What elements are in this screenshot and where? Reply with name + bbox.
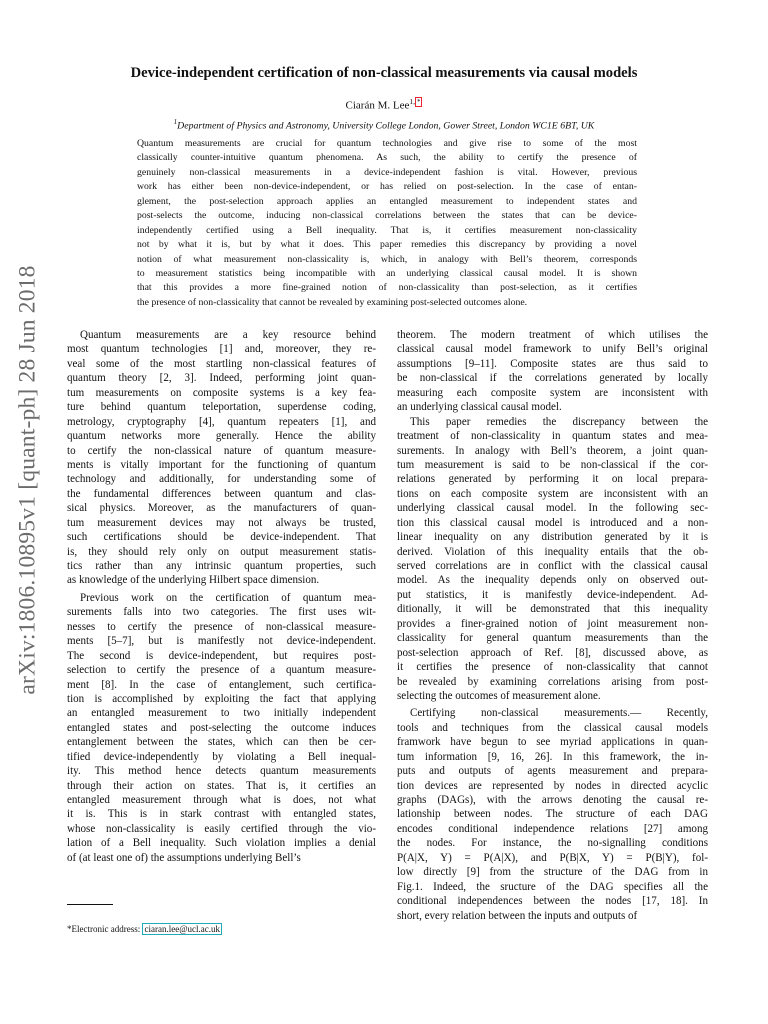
text-line: sical physics. Moreover, as the manufacturers of quan-: [67, 502, 376, 515]
text-line: treatment of non-classicality in quantum states and mea-: [397, 430, 708, 443]
affiliation-mark: 1: [173, 118, 178, 126]
text-line: glement, the post-selection approach applies an entangled measurement to independent states and: [137, 195, 637, 207]
text-line: Quantum measurements are a key resource behind: [80, 329, 376, 341]
paragraph: [67, 328, 376, 588]
text-line: veal some of the most startling non-classical features of: [67, 357, 376, 370]
arxiv-sidebar-stamp: [8, 265, 48, 695]
text-line: ditionally, it will be demonstrated that this inequality: [397, 603, 708, 616]
text-line: most quantum technologies [1] and, moreover, they re-: [67, 343, 376, 356]
text-line: it is. This is in stark contrast with entangled states,: [67, 808, 376, 821]
text-line: such certifications should be device-independent. That: [67, 531, 376, 544]
text-line: served correlations are in conflict with the classical causal: [397, 560, 708, 572]
text-line: tum measurement devices may not always be trusted,: [67, 516, 376, 529]
author-line: [0, 97, 768, 112]
affiliation-text: Department of Physics and Astronomy, University College London, Gower Street, London WC1E 6BT, UK: [177, 120, 595, 132]
text-line: to measurement statistics being incompatible with an underlying classical causal model. It is shown: [137, 267, 637, 279]
text-line: Previous work on the certification of quantum mea-: [80, 591, 376, 604]
text-line: surements falls into two categories. The first uses wit-: [67, 606, 376, 619]
text-line: tics rather than any intrinsic quantum properties, such: [67, 560, 376, 572]
author-name: Ciarán M. Lee: [345, 99, 410, 112]
arxiv-identifier: arXiv:1806.10895v1 [quant-ph] 28 Jun 2018: [14, 265, 41, 695]
text-line: graphs (DAGs), with the arrows denoting the causal re-: [397, 794, 708, 806]
text-line: an underlying classical causal model.: [397, 401, 562, 414]
text-line: tified device-independently by violating a Bell inequal-: [67, 750, 376, 763]
text-line: tum information [9, 16, 26]. In this framework, the in-: [397, 750, 708, 763]
text-line: model. As the inequality depends only on observed out-: [397, 574, 708, 587]
text-line: selection to certify the presence of a quantum measure-: [67, 664, 376, 677]
text-line: selecting the outcomes of measurement alone.: [397, 689, 601, 702]
affiliation-line: [0, 118, 768, 131]
text-line: puts and outputs of agents measurement and prepara-: [397, 765, 708, 778]
text-line: lationship between nodes. The structure of each DAG: [397, 808, 708, 821]
text-line: classicality for general quantum measurements than the: [397, 632, 708, 645]
text-line: underlying classical causal model. In the following sec-: [397, 502, 708, 515]
text-line: ture behind quantum teleportation, superdense coding,: [67, 401, 376, 414]
text-line: framwork have begun to see myriad applications in quan-: [397, 736, 708, 749]
text-line: The second is device-independent, but requires post-: [67, 649, 376, 662]
text-line: be revealed by examining correlations arising from post-: [397, 675, 708, 688]
text-line: short, every relation between the inputs and outputs of: [397, 909, 638, 922]
paragraph: [397, 415, 708, 704]
text-line: be non-classical if the correlations generated by locally: [397, 372, 708, 385]
text-line: tum measurement is said to be non-classical if the cor-: [397, 458, 708, 471]
text-line: the fundamental differences between quantum and clas-: [67, 487, 376, 500]
text-line: This paper remedies the discrepancy between the: [410, 415, 708, 428]
text-line: tion devices are represented by nodes in directed acyclic: [397, 779, 708, 792]
text-line: independently certified using a Bell inequality. That is, it certifies measurement non-classicality: [137, 224, 637, 236]
text-line: entangled states and post-selecting the outcome induces: [67, 721, 376, 734]
text-line: relations generated by performing it on local prepara-: [397, 473, 708, 486]
footnote-label: *Electronic address:: [67, 924, 143, 934]
text-line: tion this classical causal model is introduced and a non-: [397, 516, 708, 529]
text-line: to certify the non-classical nature of quantum measure-: [67, 444, 376, 457]
text-line: nesses to certify the presence of non-classical measure-: [67, 620, 376, 633]
text-line: put statistics, it is manifestly device-independent. Ad-: [397, 588, 708, 601]
text-line: conditional independences between the nodes [17, 18]. In: [397, 895, 708, 908]
text-line: post-selects the outcome, inducing non-classical correlations between the states that can be device-: [137, 210, 637, 222]
text-line: quantum networks more generally. Hence the ability: [67, 430, 376, 443]
text-line: whose non-classicality is easily certified through the vio-: [67, 822, 376, 835]
text-line: encodes conditional independence relations [27] among: [397, 822, 708, 835]
text-line: not by what it is, but by what it does. This paper remedies this discrepancy by providing a novel: [137, 239, 637, 251]
text-line: genuinely non-classical measurements in a device-independent fashion is vital. However, previous: [137, 166, 637, 178]
text-line: work has either been non-device-independent, or has relied on post-selection. In the case of entan-: [137, 181, 637, 193]
paragraph: [397, 706, 708, 923]
text-line: metrology, cryptography [4], quantum repeaters [1], and: [67, 415, 376, 428]
text-line: an entangled measurement to two initially independent: [67, 707, 376, 720]
left-column: [67, 328, 376, 865]
footnote-rule: [67, 904, 113, 905]
email-link[interactable]: ciaran.lee@ucl.ac.uk: [144, 924, 220, 934]
text-line: is, they should rely only on output measurement statis-: [67, 545, 376, 558]
text-line: ments [5–7], but is manifestly not device-independent.: [67, 635, 376, 648]
paragraph: [397, 328, 708, 415]
text-line: derived. Violation of this inequality entails that the ob-: [397, 545, 708, 558]
paragraph: [67, 591, 376, 865]
text-line: lation of a Bell inequality. Such violation implies a denial: [67, 837, 376, 850]
text-line: P(A|X, Y) = P(A|X), and P(B|X, Y) = P(B|Y), fol-: [397, 851, 708, 864]
text-line: Quantum measurements are crucial for quantum technologies and give rise to some of the most: [137, 138, 637, 149]
footnote: [67, 924, 222, 934]
text-line: as knowledge of the underlying Hilbert space dimension.: [67, 574, 320, 587]
text-line: tions on each composite system are inconsistent with an: [397, 487, 708, 500]
text-line: entangled measurement through what is does, not what: [67, 794, 376, 806]
text-line: provides a finer-grained notion of joint measurement non-: [397, 617, 708, 630]
text-line: entanglement between the states, which can then be cer-: [67, 736, 376, 749]
text-line: through their action on states. That is, it certifies an: [67, 779, 376, 792]
text-line: that this provides a more fine-grained notion of non-classicality than post-selection, as it certifies: [137, 282, 637, 294]
text-line: surements. In analogy with Bell’s theorem, a joint quan-: [397, 444, 708, 457]
text-line: Certifying non-classical measurements.— Recently,: [410, 707, 708, 720]
author-affiliation-mark: 1,: [409, 97, 415, 106]
text-line: the presence of non-classicality that cannot be revealed by examining post-selected outcomes alone.: [137, 296, 528, 308]
abstract: [137, 138, 637, 311]
paper-title: Device-independent certification of non-classical measurements via causal models: [130, 65, 638, 81]
text-line: linear inequality on any distribution generated by it is: [397, 531, 708, 544]
text-line: the nodes. For instance, the no-signalling conditions: [397, 837, 708, 850]
text-line: classically counter-intuitive quantum phenomena. As such, the ability to certify the presence of: [137, 152, 637, 164]
text-line: notion of what measurement non-classicality is, which, in analogy with Bell’s theorem, corresponds: [137, 253, 637, 265]
text-line: it certifies the presence of non-classicality that cannot: [397, 661, 708, 674]
text-line: ment [8]. In the case of entanglement, such certifica-: [67, 678, 376, 691]
text-line: quantum theory [2, 3]. Indeed, performing joint quan-: [67, 372, 376, 385]
right-column: [397, 328, 708, 923]
text-line: tum measurements on composite systems is a key fea-: [67, 386, 376, 399]
text-line: ity. This method hence detects quantum measurements: [67, 765, 376, 778]
text-line: tools and techniques from the classical causal models: [397, 721, 708, 734]
text-line: of (at least one of) the assumptions underlying Bell’s: [67, 851, 301, 864]
author-email-footnote-link[interactable]: *: [416, 98, 421, 106]
text-line: measuring each composite system are inconsistent with: [397, 386, 708, 399]
text-line: ments is vitally important for the functioning of quantum: [67, 458, 376, 471]
text-line: post-selection approach of Ref. [8], discussed above, as: [397, 646, 708, 659]
text-line: assumptions [9–11]. Composite states are thus said to: [397, 357, 708, 370]
text-line: tion is accomplished by exploiting the fact that applying: [67, 692, 376, 705]
text-line: Fig.1. Indeed, the sructure of the DAG specifies all the: [397, 880, 708, 893]
text-line: technology and additionally, for understanding some of: [67, 473, 376, 486]
text-line: low directly [9] from the structure of the DAG from in: [397, 866, 708, 879]
text-line: theorem. The modern treatment of which utilises the: [397, 329, 708, 341]
text-line: classical causal model framework to unify Bell’s original: [397, 343, 708, 356]
